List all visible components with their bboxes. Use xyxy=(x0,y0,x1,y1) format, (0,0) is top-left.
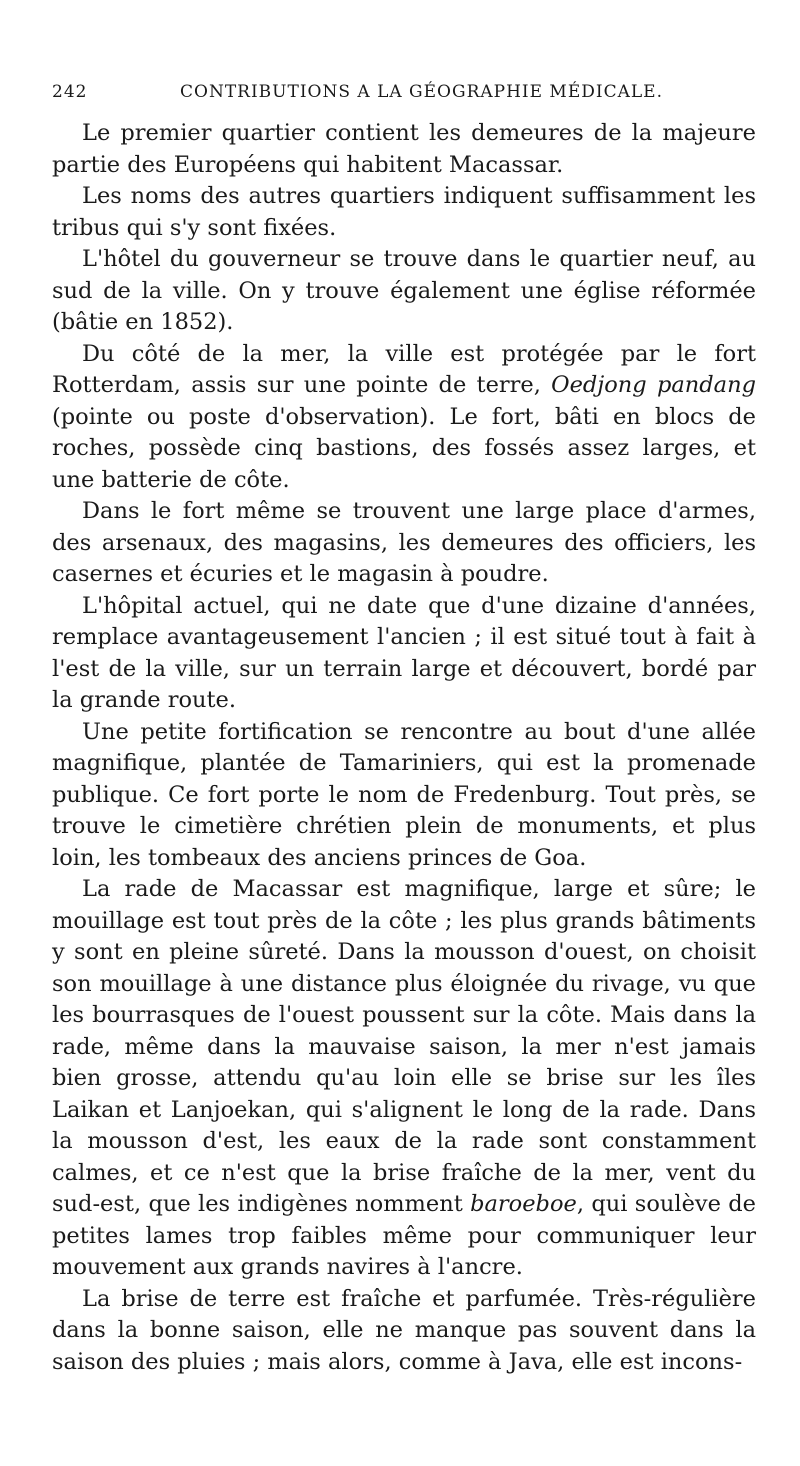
paragraph-4 xyxy=(52,339,756,497)
running-header xyxy=(52,78,756,112)
paragraph-1: Le premier quartier contient les demeures de la majeure partie des Européens qui habitent Macassar. xyxy=(52,120,756,178)
paragraph-8-italic-term: baroeboe xyxy=(470,1191,577,1217)
paragraph-7: Une petite fortification se rencontre au bout d'une allée magnifique, plantée de Tamariniers, qui est la promenade publique. Ce fort porte le nom de Fredenburg. Tout près, se trouve le cimetière chrétien plein de monuments, et plus loin, les tombeaux des anciens princes de Goa. xyxy=(52,718,756,871)
page-body xyxy=(52,118,756,1378)
running-title: CONTRIBUTIONS A LA GÉOGRAPHIE MÉDICALE. xyxy=(180,82,663,102)
page-number: 242 xyxy=(52,82,88,102)
paragraph-9: La brise de terre est fraîche et parfumée. Très-régulière dans la bonne saison, elle ne manque pas souvent dans la saison des pluies ; mais alors, comme à Java, elle est incons- xyxy=(52,1285,756,1375)
paragraph-8-text-a: La rade de Macassar est magnifique, large et sûre; le mouillage est tout près de la côte ; les plus grands bâtiments y sont en pleine sûreté. Dans la mousson d'ouest, on choisit son mouillage à une distance plus éloignée du rivage, vu que les bourrasques de l'ouest poussent sur la côte. Mais dans la rade, même dans la mauvaise saison, la mer n'est jamais bien grosse, attendu qu'au loin elle se brise sur les îles Laikan et Lanjoekan, qui s'alignent le long de la rade. Dans la mousson d'est, les eaux de la rade sont constamment calmes, et ce n'est que la brise fraîche de la mer, vent du sud-est, que les indigènes nomment xyxy=(52,876,756,1217)
paragraph-4-text-b: (pointe ou poste d'observation). Le fort, bâti en blocs de roches, possède cinq bastions, des fossés assez larges, et une batterie de côte. xyxy=(52,403,756,493)
book-page xyxy=(52,78,756,1378)
paragraph-4-text-a: Du côté de la mer, la ville est protégée par le fort Rotterdam, assis sur une pointe de terre, xyxy=(52,340,756,398)
paragraph-3: L'hôtel du gouverneur se trouve dans le quartier neuf, au sud de la ville. On y trouve également une église réformée (bâtie en 1852). xyxy=(52,246,756,335)
paragraph-6: L'hôpital actuel, qui ne date que d'une dizaine d'années, remplace avantageusement l'ancien ; il est situé tout à fait à l'est de la ville, sur un terrain large et découvert, bordé par la grande route. xyxy=(52,592,756,713)
paragraph-8 xyxy=(52,874,756,1284)
paragraph-5: Dans le fort même se trouvent une large place d'armes, des arsenaux, des magasins, les demeures des officiers, les casernes et écuries et le magasin à poudre. xyxy=(52,498,756,587)
paragraph-2: Les noms des autres quartiers indiquent suffisamment les tribus qui s'y sont fixées. xyxy=(52,183,756,241)
paragraph-8-text-b: , qui soulève de petites lames trop faibles même pour communiquer leur mouvement aux grands navires à l'ancre. xyxy=(52,1191,756,1280)
paragraph-4-italic-term: Oedjong pandang xyxy=(551,372,756,398)
